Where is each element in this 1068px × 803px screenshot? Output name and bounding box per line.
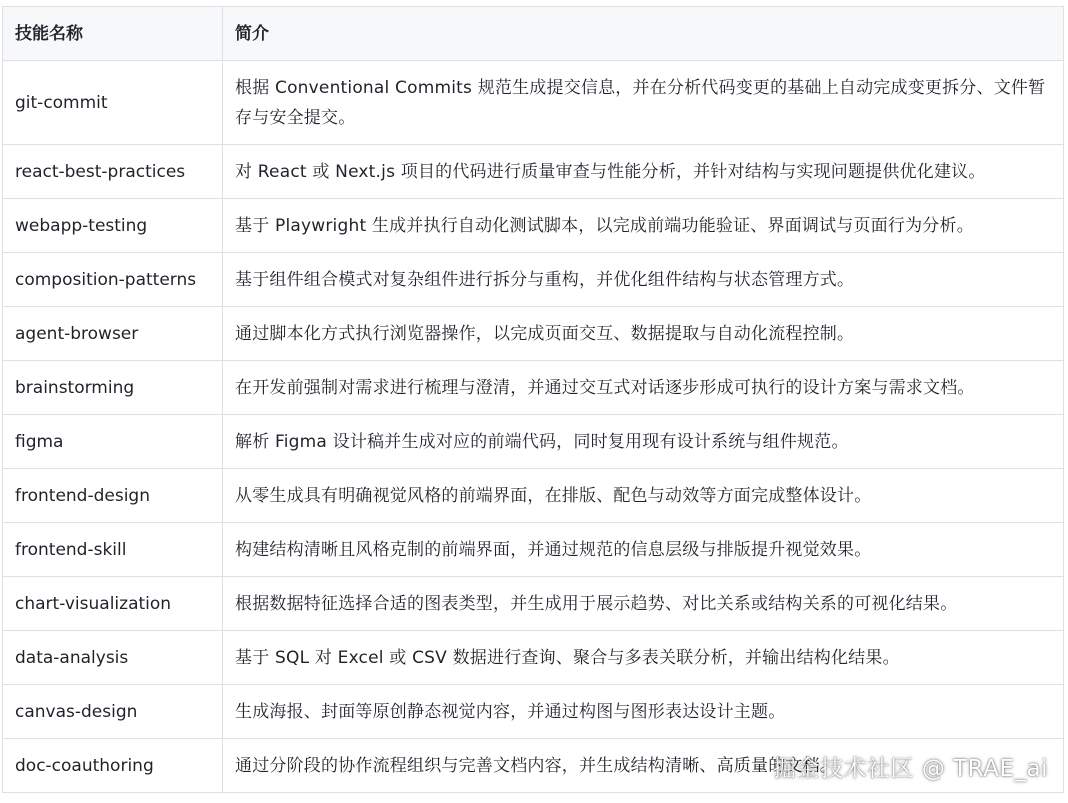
skill-name-cell: frontend-design — [3, 469, 223, 523]
skill-description-cell: 对 React 或 Next.js 项目的代码进行质量审查与性能分析，并针对结构与实现问题提供优化建议。 — [223, 145, 1064, 199]
skill-description-cell: 生成海报、封面等原创静态视觉内容，并通过构图与图形表达设计主题。 — [223, 685, 1064, 739]
table-row — [3, 307, 1064, 361]
skill-description-cell: 构建结构清晰且风格克制的前端界面，并通过规范的信息层级与排版提升视觉效果。 — [223, 523, 1064, 577]
skill-name-cell: figma — [3, 415, 223, 469]
watermark: 掘金技术社区 @ TRAE_ai — [773, 756, 1048, 782]
skill-description-cell: 基于 Playwright 生成并执行自动化测试脚本，以完成前端功能验证、界面调试与页面行为分析。 — [223, 199, 1064, 253]
skill-description-cell: 解析 Figma 设计稿并生成对应的前端代码，同时复用现有设计系统与组件规范。 — [223, 415, 1064, 469]
skill-description-cell: 基于组件组合模式对复杂组件进行拆分与重构，并优化组件结构与状态管理方式。 — [223, 253, 1064, 307]
skill-description-cell: 通过脚本化方式执行浏览器操作，以完成页面交互、数据提取与自动化流程控制。 — [223, 307, 1064, 361]
skill-description-cell: 从零生成具有明确视觉风格的前端界面，在排版、配色与动效等方面完成整体设计。 — [223, 469, 1064, 523]
table-row — [3, 61, 1064, 145]
table-header-row — [3, 7, 1064, 61]
skill-description-cell: 基于 SQL 对 Excel 或 CSV 数据进行查询、聚合与多表关联分析，并输出结构化结果。 — [223, 631, 1064, 685]
table-row — [3, 199, 1064, 253]
table-row — [3, 145, 1064, 199]
skill-name-cell: canvas-design — [3, 685, 223, 739]
skill-description-cell: 通过分阶段的协作流程组织与完善文档内容，并生成结构清晰、高质量的文档。 — [223, 739, 1064, 793]
skills-table — [2, 6, 1064, 793]
table-row — [3, 631, 1064, 685]
skill-description-cell: 根据 Conventional Commits 规范生成提交信息，并在分析代码变更的基础上自动完成变更拆分、文件暂存与安全提交。 — [223, 61, 1064, 145]
header-skill-name: 技能名称 — [3, 7, 223, 61]
skill-name-cell: react-best-practices — [3, 145, 223, 199]
skill-name-cell: data-analysis — [3, 631, 223, 685]
skill-description-cell: 根据数据特征选择合适的图表类型，并生成用于展示趋势、对比关系或结构关系的可视化结果。 — [223, 577, 1064, 631]
skill-name-cell: frontend-skill — [3, 523, 223, 577]
table-row — [3, 415, 1064, 469]
table-row — [3, 469, 1064, 523]
skill-name-cell: doc-coauthoring — [3, 739, 223, 793]
skill-name-cell: brainstorming — [3, 361, 223, 415]
skill-name-cell: composition-patterns — [3, 253, 223, 307]
table-row — [3, 253, 1064, 307]
table-row — [3, 361, 1064, 415]
table-row — [3, 577, 1064, 631]
table-row — [3, 523, 1064, 577]
skill-name-cell: agent-browser — [3, 307, 223, 361]
header-description: 简介 — [223, 7, 1064, 61]
skill-name-cell: chart-visualization — [3, 577, 223, 631]
table-row — [3, 685, 1064, 739]
skill-name-cell: git-commit — [3, 61, 223, 145]
skill-name-cell: webapp-testing — [3, 199, 223, 253]
skill-description-cell: 在开发前强制对需求进行梳理与澄清，并通过交互式对话逐步形成可执行的设计方案与需求文档。 — [223, 361, 1064, 415]
